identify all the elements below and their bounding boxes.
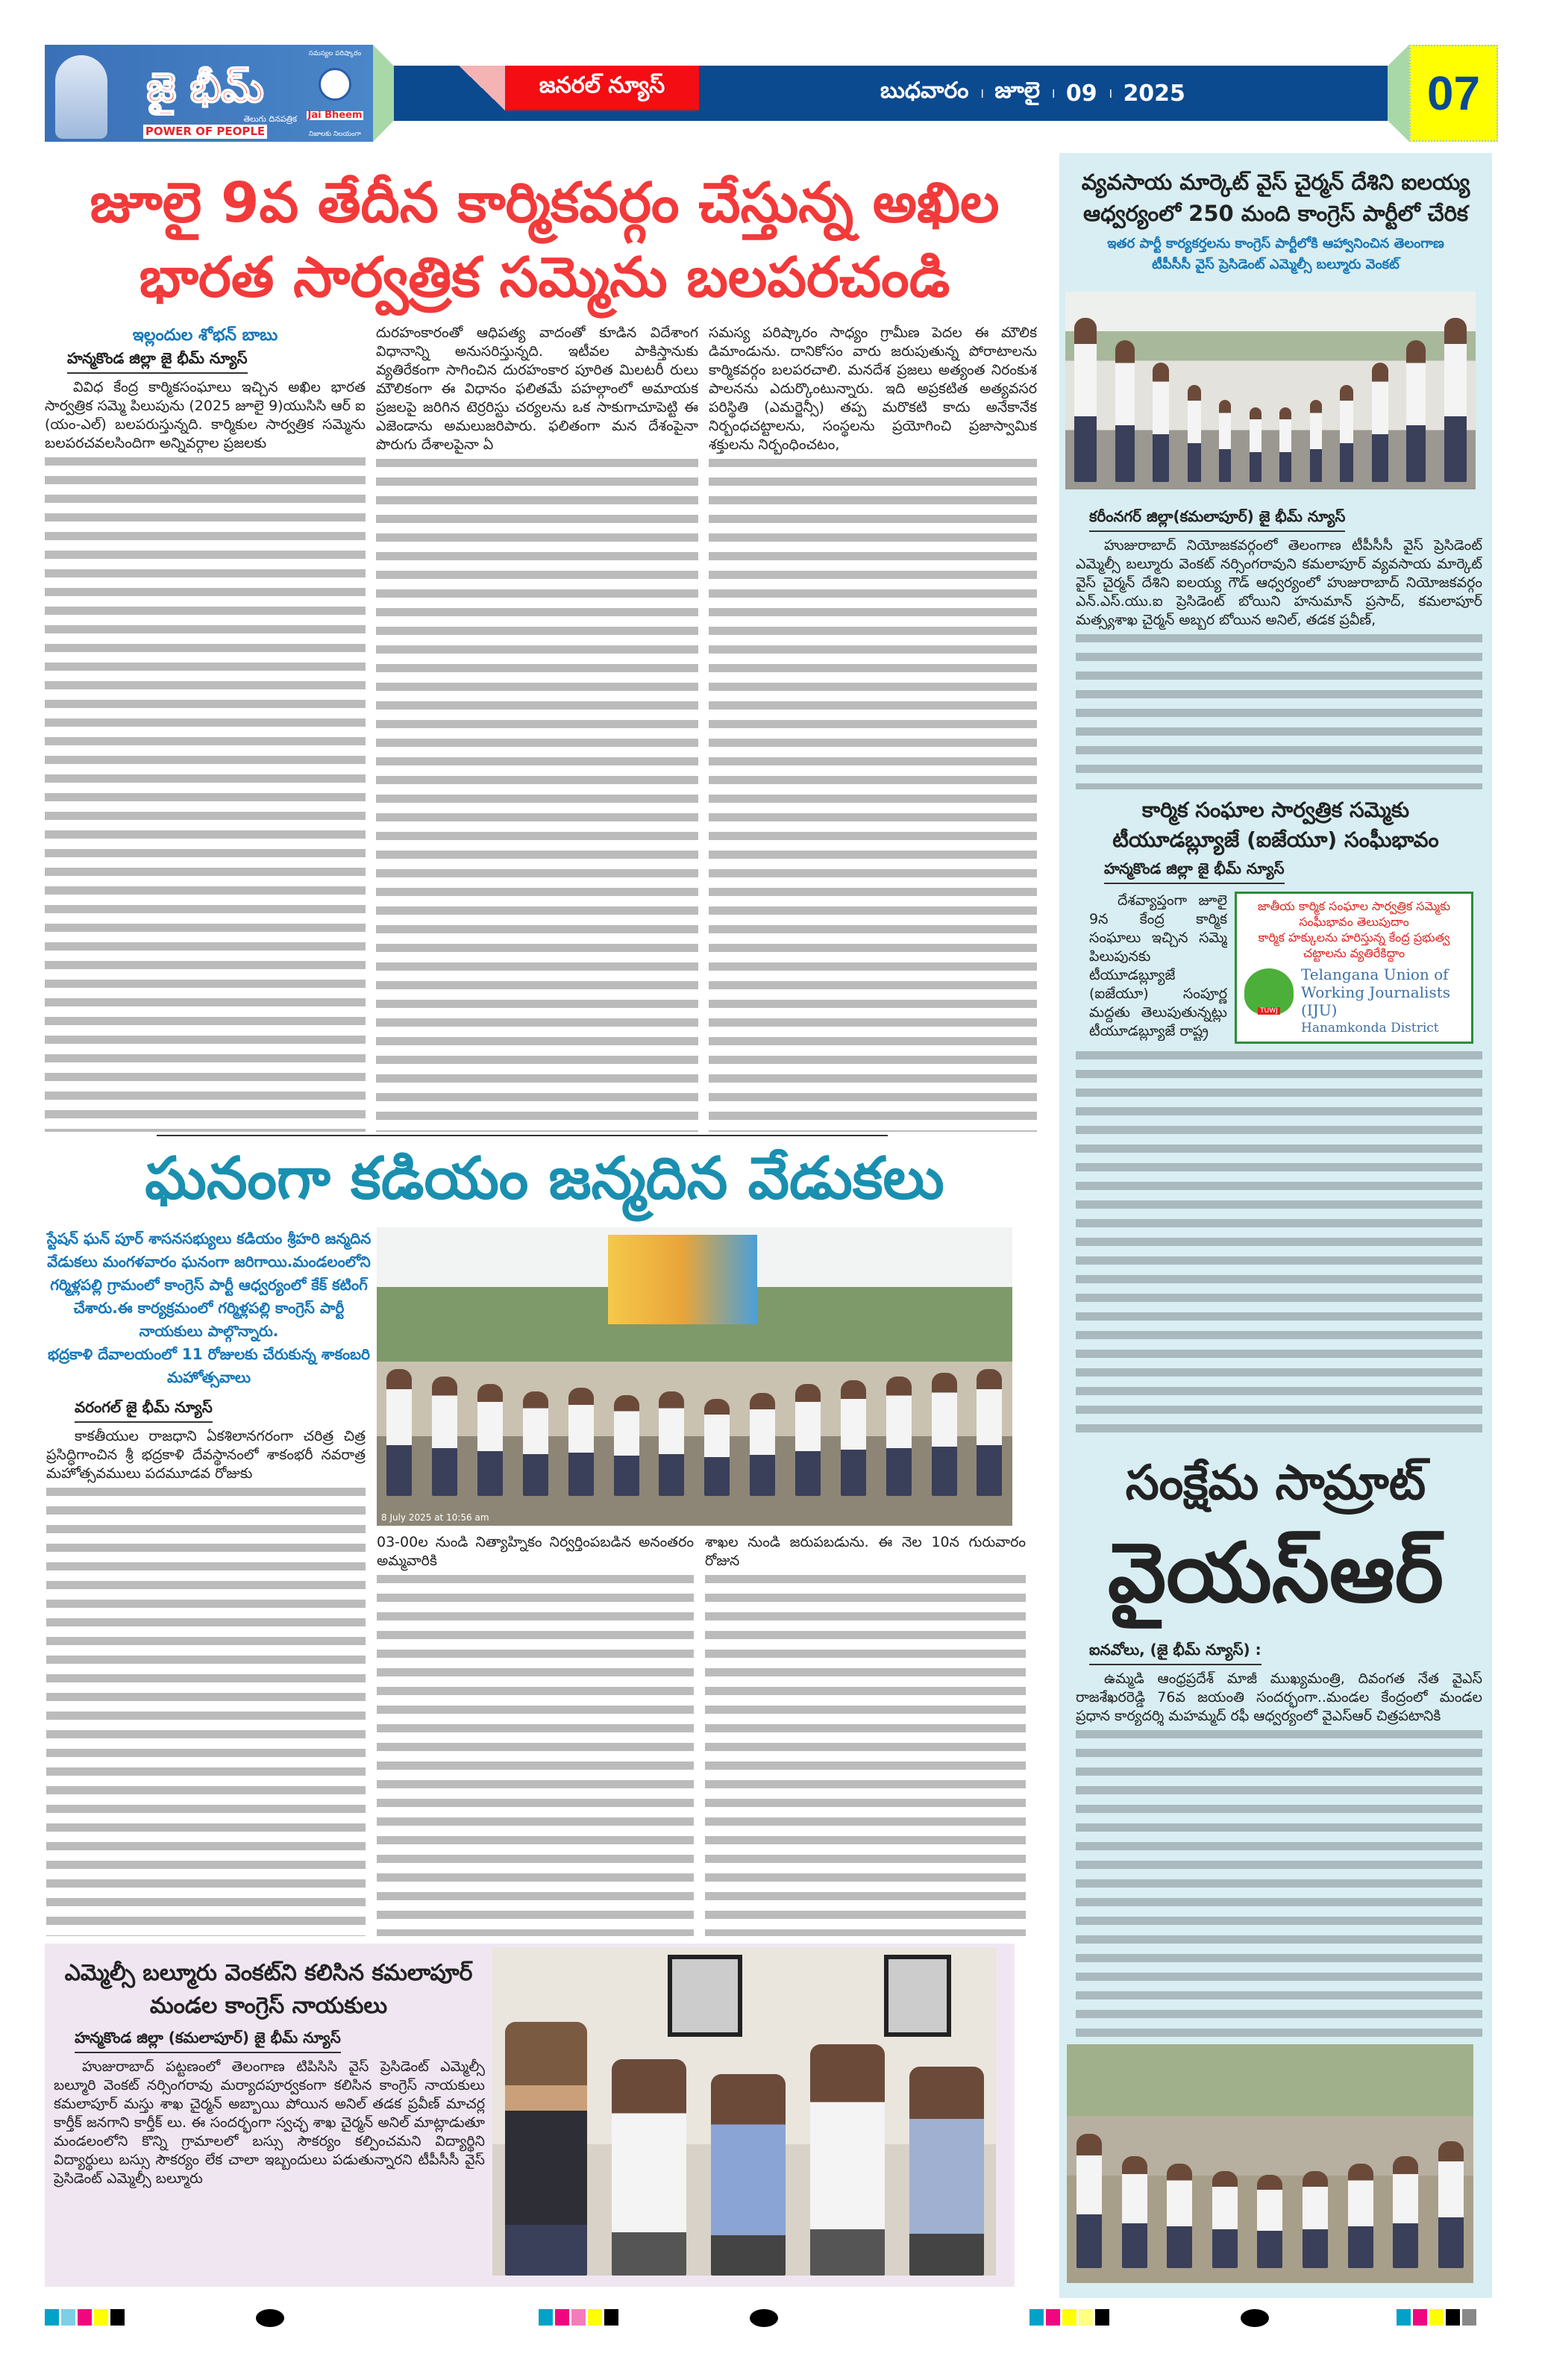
section-label-accent [459,66,505,110]
kamalapur-photo [492,1947,996,2276]
kadiyam-column-3 [705,1533,1026,1936]
photo-timestamp: 8 July 2025 at 10:56 am [381,1512,489,1523]
lead-author: ఇల్లందుల శోభన్ బాబు [132,326,278,345]
registration-mark [750,2309,778,2327]
lead-dateline: హన్మకొండ జిల్లా జై భీమ్ న్యూస్ [67,348,248,374]
kadiyam-col3-text: శాఖల నుండి జరుపబడును. ఈ నెల 10న గురువారం రోజున [705,1534,1026,1569]
ysr-title-line2: వైయస్ఆర్ [1108,1524,1444,1620]
market-dateline: కరీంనగర్ జిల్లా(కమలాపూర్) జై భీమ్ న్యూస్ [1089,506,1345,532]
tuwj-lead-row [1089,892,1473,1044]
headline-line: ఎమ్మెల్సీ బల్మూరు వెంకట్‌ని కలిసిన కమలాపూర్ [64,1960,473,1986]
lead-headline [45,166,1044,315]
side-bottom-text: నిజాలకు నిలయంగా [309,130,361,138]
ad-org-line: Hanamkonda District [1301,1021,1439,1036]
kadiyam-column-1 [46,1427,366,1936]
ysr-body-continued [1076,1726,1482,2038]
date-sep: । [979,86,985,101]
headline-line: మండల కాంగ్రెస్ నాయకులు [149,1993,388,2019]
ad-line: కార్మిక హక్కులను హరిస్తున్న కేంద్ర ప్రభుత్వ [1258,930,1450,945]
kadiyam-left-column [45,1227,373,1936]
color-registration-marks [45,2309,125,2326]
headline-line: కార్మిక సంఘాల సార్వత్రిక సమ్మెకు [1141,798,1410,823]
color-registration-marks [1397,2309,1476,2326]
ad-org-line: Working Journalists (IJU) [1301,983,1451,1020]
kadiyam-summary [45,1227,373,1389]
market-body-continued [1076,630,1482,789]
tuwj-logo [1244,968,1294,1015]
ysr-title [1059,1450,1492,1629]
people-group [1067,2119,1473,2268]
people-group [1065,310,1476,482]
lead-column-1 [45,378,366,1132]
right-column [1059,153,1492,2298]
date-sep: । [1050,86,1056,101]
tuwj-dateline: హన్మకొండ జిల్లా జై భీమ్ న్యూస్ [1104,858,1285,884]
color-registration-marks [539,2309,618,2326]
lead-headline-line: భారత సార్వత్రిక సమ్మెను బలపరచండి [139,245,950,310]
tv-name: Jai Bheem [307,109,363,121]
sub-line: టీపీసీసీ వైస్ ప్రెసిడెంట్ ఎమ్మెల్సీ బల్మూరు వెంకట్ [1152,257,1400,272]
ysr-dateline: ఐనవోలు, (జై భీమ్ న్యూస్) : [1089,1639,1262,1665]
people-group [492,2007,996,2276]
kamalapur-text-block [52,1944,485,2196]
kadiyam-col1-text: కాకతీయుల రాజధాని ఏకశిలానగరంగా చరిత్ర చిత్ర ప్రసిద్ధిగాంచిన శ్రీ భద్రకాళి దేవస్థానంలో శాకంభరీ నవరాత్ర మహోత్సవములు పదమూడవ రోజుకు [46,1428,366,1482]
headline-line: ఆధ్వర్యంలో 250 మంది కాంగ్రెస్ పార్టీలో చేరిక [1082,201,1469,226]
masthead-name: జై భీమ్ [146,64,264,111]
market-body-text: హుజురాబాద్ నియోజకవర్గంలో తెలంగాణ టీపీసీసీ వైస్ ప్రెసిడెంట్ ఎమ్మెల్సీ బల్మూరు వెంకట్ నర్సింగరావుని కమలాపూర్ వ్యవసాయ మార్కెట్ వైస్ చైర్మన్ దేశిని ఐలయ్య గౌడ్ ఆధ్వర్యంలో హుజురాబాద్ నియోజకవర్గం ఎన్.ఎస్.యు.ఐ ప్రెసిడెంట్ బోయిని హనుమాన్ ప్రసాద్, కమలాపూర్ మత్స్యశాఖ చైర్మన్ అబ్బర బోయిన అనిల్, తడక ప్రవీణ్, [1076,537,1482,628]
kadiyam-dateline: వరంగల్ జై భీమ్ న్యూస్ [75,1397,213,1423]
kamalapur-headline [52,1957,485,2023]
market-body [1076,536,1482,630]
kamalapur-dateline: హన్మకొండ జిల్లా (కమలాపూర్) జై భీమ్ న్యూస్ [75,2027,341,2053]
lead-column-3 [709,324,1037,1132]
lead-column-2 [376,324,698,1132]
market-headline [1059,166,1492,229]
kadiyam-headline: ఘనంగా కడియం జన్మదిన వేడుకలు [145,1145,944,1212]
kadiyam-photo [377,1227,1012,1526]
summary-line: భద్రకాళి దేవాలయంలో 11 రోజులకు చేరుకున్న శాకంబరి మహోత్సవాలు [47,1345,371,1386]
ad-line: సంఘీభావం తెలుపుదాం [1299,915,1409,930]
ysr-photo [1067,2044,1473,2283]
tuwj-ad [1235,892,1473,1044]
date-day: బుధవారం [880,78,969,104]
ad-line: జాతీయ కార్మిక సంఘాల సార్వత్రిక సమ్మెకు [1257,899,1451,914]
date-date: 09 [1065,80,1097,107]
masthead-tagline: POWER OF PEOPLE [143,125,267,139]
kamalapur-article [45,1944,1015,2287]
summary-line: గర్మిళ్లపల్లి గ్రామంలో కాంగ్రెస్ పార్టీ ఆధ్వర్యంలో కేక్ కటింగ్ చేశారు.ఈ కార్యక్రమంలో గర్మిళ్లపల్లి కాంగ్రెస్ పార్టీ నాయకులు పాల్గొన్నారు. [50,1276,368,1340]
banner [608,1235,757,1324]
ad-org-line: Telangana Union of [1301,965,1449,984]
lead-col2-text: దురహంకారంతో ఆధిపత్య వాదంతో కూడిన విదేశాంగ విధానాన్ని అనుసరిస్తున్నది. ఇటీవల పాకిస్తానుకు వ్యతిరేకంగా సాగించిన దురహంకార పూరిత మిలటరీ రులు మౌలికంగా ఈ విధానం ఫలితమే పహల్గాంలో అమాయక ప్రజలపై జరిగిన టెర్రరిస్టు చర్యలను ఒక సాకుగాచూపెట్టి ఈ ఎజెండాను అమలుజరిపారు. ఫలితంగా మన దేశంపైనా పొరుగు దేశాలపైనా ఏ [376,325,698,453]
page-number: 07 [1409,45,1498,142]
tuwj-body-text: దేశవ్యాప్తంగా జూలై 9న కేంద్ర కార్మిక సంఘాలు ఇచ్చిన సమ్మె పిలుపునకు టీయూడబ్ల్యూజే (ఐజేయూ) సంపూర్ణ మద్దతు తెలుపుతున్నట్లు టీయూడబ్ల్యూజే రాష్ట్ర [1089,892,1227,1040]
registration-mark [256,2309,284,2327]
lead-columns [45,324,1044,1132]
side-top-text: సమస్యల పరిష్కారం [308,50,362,57]
color-registration-marks [1029,2309,1109,2326]
divider [157,1135,888,1136]
headline-line: వ్యవసాయ మార్కెట్ వైస్ చైర్మన్ దేశిని ఐలయ్య [1081,169,1470,195]
kamalapur-body [52,2058,485,2188]
ad-line: చట్టాలను వ్యతిరేకిద్దాం [1303,946,1405,961]
band-edge-left [373,45,394,142]
ysr-body [1076,1670,1482,1726]
masthead-title-block [113,49,297,139]
lead-byline [45,324,366,378]
kamalapur-body-text: హుజురాబాద్ పట్టణంలో తెలంగాణ టిపిసిసి వైస్ ప్రెసిడెంట్ ఎమ్మెల్సీ బల్మూరి వెంకట్ నర్సింగరావు మర్యాదపూర్వకంగా కలిసిన కాంగ్రెస్ నాయకులు కమలాపూర్ మస్తు శాఖ చైర్మన్ అబ్బాయి పోయిన అనిల్ తడక ప్రవీణ్ మాచర్ల కార్తీక్ జనగాని కార్తీక్ లు. ఈ సందర్భంగా స్వచ్ఛ శాఖ చైర్మన్ అనిల్ మాట్లాడుతూ మండలంలోని కొన్ని గ్రామాలలో బస్సు సౌకర్యం కల్పించమని విద్యార్థిని విద్యార్థులు బస్సు సౌకర్యం లేక చాలా ఇబ్బందులు పడుతున్నారని టీపీసీసీ వైస్ ప్రెసిడెంట్ ఎమ్మెల్సీ బల్మూరు [54,2058,485,2187]
date-sep: । [1107,86,1113,101]
ysr-title-line1: సంక్షేమ సామ్రాట్ [1125,1455,1426,1511]
masthead-subtitle: తెలుగు దినపత్రిక [243,114,297,124]
lead-col1-text: వివిధ కేంద్ర కార్మికసంఘాలు ఇచ్చిన అఖిల భారత సార్వత్రిక సమ్మె పిలుపును (2025 జూలై 9)యుసిసి ఆర్ ఐ (యం-ఎల్) బలపరుస్తున్నది. కార్మికుల సార్వత్రిక సమ్మెను బలపరచవలసిందిగా అన్నివర్గాల ప్రజలకు [45,379,366,451]
lead-article [45,166,1044,1132]
issue-date [880,66,1185,121]
ambedkar-portrait [55,55,107,139]
headline-line: టీయూడబ్ల్యూజే (ఐజేయూ) సంఘీభావం [1112,827,1439,853]
lead-col3-text: సమస్య పరిష్కారం సాధ్యం గ్రామీణ పెదల ఈ మౌలిక డిమాండును. దానికోసం వారు జరుపుతున్న పోరాటాలను కార్మికవర్గం బలపరచాలి. మనదేశ ప్రజలు అత్యంత నిరంకుశ పాలనను ఎదుర్కొంటున్నారు. ఇది అప్రకటిత అత్యవసర పరిస్థితి (ఎమర్జెన్సీ) తప్ప మరొకటి కాదు అనేకానేక నిర్బంధచట్టాలను, సంస్థలను ప్రయోగించి ప్రజాస్వామిక శక్తులను నిర్బంధించటం, [709,325,1037,453]
kadiyam-col2-text: 03-00ల నుండి నిత్యాహ్నికం నిర్వర్తింపబడిన అనంతరం అమ్మవారికి [377,1534,694,1569]
band-edge-right [1388,45,1409,142]
tuwj-body-lead [1089,892,1227,1041]
summary-line: స్టేషన్ ఘన్ పూర్ శాసనసభ్యులు కడియం శ్రీహరి జన్మదిన వేడుకలు మంగళవారం ఘనంగా జరిగాయి.మండలంలోని [46,1230,372,1271]
lead-column-1-wrap [45,324,366,1132]
market-photo [1065,292,1476,489]
sub-line: ఇతర పార్టీ కార్యకర్తలను కాంగ్రెస్ పార్టీలోకి ఆహ్వానించిన తెలంగాణ [1107,236,1444,251]
section-label: జనరల్ న్యూస్ [505,66,699,110]
tuwj-body-continued [1076,1047,1482,1434]
date-year: 2025 [1123,80,1185,107]
masthead-logo [45,45,373,142]
tuwj-logo-text: TUWJ [1258,1007,1280,1015]
people-group [377,1347,1012,1496]
ysr-body-text: ఉమ్మడి ఆంధ్రప్రదేశ్ మాజీ ముఖ్యమంత్రి, దివంగత నేత వైఎస్ రాజశేఖరరెడ్డి 76వ జయంతి సందర్భంగా..మండల కేంద్రంలో మండల ప్రధాన కార్యదర్శి మహమ్మద్ రఫీ ఆధ్వర్యంలో వైఎస్ఆర్ చిత్రపటానికి [1076,1670,1482,1724]
kadiyam-column-2 [377,1533,694,1936]
market-subheadline [1059,234,1492,275]
tuwj-headline [1059,795,1492,855]
date-month: జూలై [994,78,1041,104]
lead-headline-line: జూలై 9వ తేదీన కార్మికవర్గం చేస్తున్న అఖిల [90,171,1000,235]
tv-logo-icon [319,68,351,101]
registration-mark [1241,2309,1269,2327]
masthead-side [303,49,367,139]
